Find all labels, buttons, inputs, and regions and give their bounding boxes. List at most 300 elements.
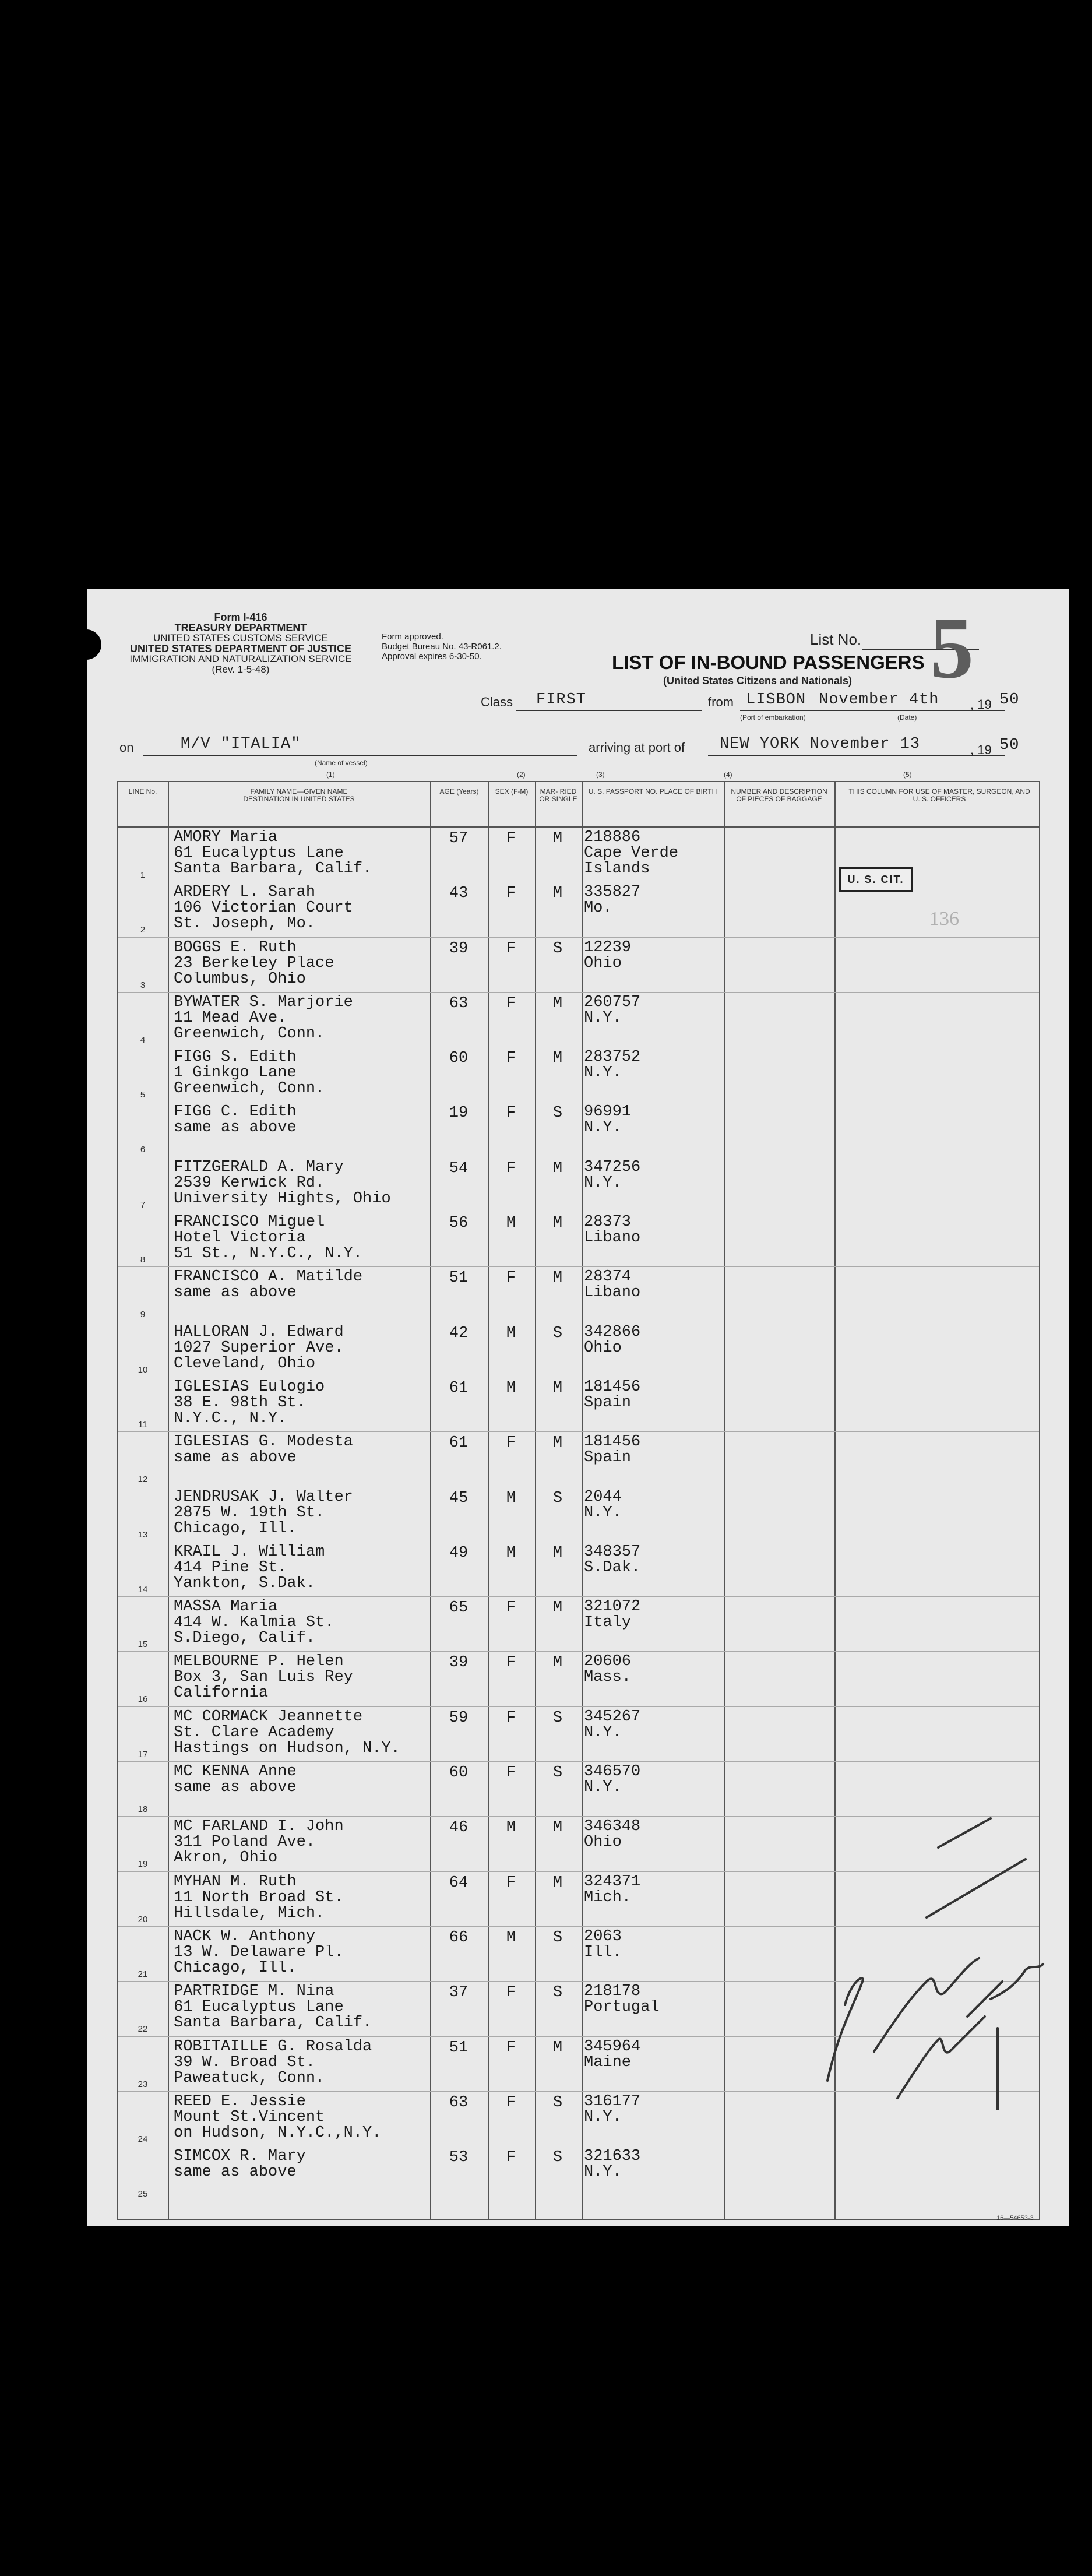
marital-status: S — [552, 2093, 563, 2112]
destination-line: same as above — [174, 2165, 297, 2181]
passport-birthplace — [584, 1380, 724, 1411]
passenger-age: 39 — [449, 1654, 468, 1672]
destination-line: Paweatuck, Conn. — [174, 2070, 325, 2086]
destination-line: Yankton, S.Dak. — [174, 1575, 316, 1592]
justice-department: UNITED STATES DEPARTMENT OF JUSTICE — [129, 643, 351, 654]
passenger-age: 61 — [449, 1379, 468, 1397]
passenger-sex: M — [506, 1215, 516, 1233]
date-caption: (Date) — [897, 713, 917, 722]
passenger-name: ROBITAILLE G. Rosalda — [174, 2039, 372, 2055]
passport-number: 316177 — [584, 2093, 641, 2110]
punch-hole — [52, 1020, 83, 1050]
line-number: 6 — [140, 1145, 146, 1155]
marital-status: M — [552, 1159, 563, 1177]
ins-service: IMMIGRATION AND NATURALIZATION SERVICE — [129, 653, 352, 664]
approval-line: Budget Bureau No. 43-R061.2. — [382, 642, 502, 652]
destination-line: on Hudson, N.Y.C.,N.Y. — [174, 2125, 382, 2141]
destination-line: Cleveland, Ohio — [174, 1356, 316, 1372]
place-of-birth: Maine — [584, 2054, 632, 2071]
arriving-label: arriving at port of — [589, 740, 685, 755]
passenger-name: JENDRUSAK J. Walter — [174, 1489, 353, 1505]
line-number: 12 — [138, 1474, 148, 1485]
passport-birthplace — [584, 830, 724, 877]
destination-line: Hillsdale, Mich. — [174, 1905, 325, 1922]
header-passport — [587, 788, 718, 796]
destination-line: 39 W. Broad St. — [174, 2054, 316, 2071]
passenger-age: 61 — [449, 1434, 468, 1452]
table-row — [118, 2146, 1039, 2201]
passport-number: 345267 — [584, 1709, 641, 1725]
table-row — [118, 938, 1039, 993]
header-married — [538, 788, 578, 803]
vessel-underline — [143, 755, 577, 756]
passenger-name-destination — [174, 1490, 430, 1537]
passenger-age: 59 — [449, 1709, 468, 1727]
header-line-no — [118, 788, 168, 796]
passenger-name-destination — [174, 1929, 430, 1976]
destination-line: 2539 Kerwick Rd. — [174, 1175, 325, 1191]
destination-line: Hotel Victoria — [174, 1230, 306, 1247]
marital-status: S — [552, 1709, 563, 1727]
from-label: from — [708, 695, 734, 709]
passenger-name: MC KENNA Anne — [174, 1764, 297, 1780]
destination-line: Box 3, San Luis Rey — [174, 1670, 353, 1686]
place-of-birth: N.Y. — [584, 2109, 622, 2125]
approval-line: Form approved. — [382, 632, 443, 642]
arrival-port-date: NEW YORK November 13 — [720, 736, 921, 753]
passenger-name: BOGGS E. Ruth — [174, 939, 297, 956]
passport-birthplace — [584, 2094, 724, 2125]
place-of-birth: Ohio — [584, 1340, 622, 1356]
punch-hole — [52, 956, 83, 986]
place-of-birth: N.Y. — [584, 1120, 622, 1136]
class-value: FIRST — [536, 691, 587, 709]
place-of-birth: Mo. — [584, 900, 612, 917]
marital-status: S — [552, 1929, 563, 1947]
approval-note — [382, 632, 502, 661]
line-number: 22 — [138, 2024, 148, 2035]
passenger-name-destination — [174, 830, 430, 877]
col-marker: (1) — [326, 770, 335, 779]
table-row — [118, 1707, 1039, 1762]
place-of-birth: Portugal — [584, 2000, 660, 2016]
line-number: 17 — [138, 1749, 148, 1759]
class-underline — [516, 710, 702, 711]
passenger-name-destination — [174, 1599, 430, 1646]
marital-status: M — [552, 1379, 563, 1397]
passenger-age: 64 — [449, 1874, 468, 1892]
header-text: NUMBER AND DESCRIPTION OF PIECES OF BAGGAGE — [731, 787, 827, 803]
marital-status: S — [552, 1984, 563, 2002]
passenger-name: IGLESIAS G. Modesta — [174, 1434, 353, 1451]
approval-line: Approval expires 6-30-50. — [382, 652, 482, 661]
passenger-name: BYWATER S. Marjorie — [174, 994, 353, 1011]
passenger-sex: F — [506, 1159, 516, 1177]
passport-birthplace — [584, 885, 724, 916]
passenger-name: KRAIL J. William — [174, 1544, 325, 1560]
table-row — [118, 1542, 1039, 1597]
line-number: 7 — [140, 1199, 146, 1210]
place-of-birth: Ohio — [584, 955, 622, 972]
header-name — [174, 788, 424, 803]
from-port: LISBON — [746, 691, 806, 709]
place-of-birth: N.Y. — [584, 1725, 622, 1741]
passenger-name: FRANCISCO Miguel — [174, 1215, 325, 1231]
on-label: on — [119, 740, 134, 755]
passport-birthplace — [584, 1764, 724, 1796]
destination-line: same as above — [174, 1780, 297, 1796]
passenger-age: 57 — [449, 830, 468, 847]
passenger-sex: F — [506, 1104, 516, 1122]
passenger-age: 63 — [449, 2093, 468, 2112]
line-number: 16 — [138, 1694, 148, 1705]
passenger-sex: F — [506, 1269, 516, 1287]
passport-number: 28373 — [584, 1215, 632, 1231]
passenger-age: 49 — [449, 1544, 468, 1562]
destination-line: 414 Pine St. — [174, 1560, 287, 1576]
place-of-birth: Ill. — [584, 1944, 622, 1961]
passenger-name: SIMCOX R. Mary — [174, 2149, 306, 2165]
passport-birthplace — [584, 940, 724, 972]
place-of-birth: Mich. — [584, 1889, 632, 1906]
passenger-age: 37 — [449, 1984, 468, 2002]
passenger-sex: F — [506, 1654, 516, 1672]
header-age — [436, 788, 482, 796]
passenger-name: FIGG C. Edith — [174, 1104, 297, 1121]
passenger-name-destination — [174, 1654, 430, 1701]
inspector-signature — [792, 1807, 1084, 2110]
line-number: 10 — [138, 1364, 148, 1375]
passenger-sex: M — [506, 1379, 516, 1397]
passport-birthplace — [584, 1269, 724, 1301]
col-marker: (2) — [517, 770, 526, 779]
marital-status: M — [552, 1599, 563, 1617]
passenger-name-destination — [174, 1325, 430, 1372]
header-text: DESTINATION IN UNITED STATES — [243, 795, 355, 803]
passenger-age: 42 — [449, 1324, 468, 1342]
line-number: 9 — [140, 1310, 146, 1320]
footer-code: 16—54653-3 — [996, 2215, 1034, 2222]
destination-line: Greenwich, Conn. — [174, 1081, 325, 1097]
destination-line: same as above — [174, 1120, 297, 1136]
passenger-sex: F — [506, 885, 516, 903]
departure-year-prefix: , 19 — [970, 697, 992, 712]
line-number: 5 — [140, 1090, 146, 1100]
passenger-name: ARDERY L. Sarah — [174, 885, 316, 901]
form-header — [115, 612, 366, 675]
passport-number: 96991 — [584, 1104, 632, 1121]
arrival-underline — [708, 755, 1005, 756]
destination-line: 2875 W. 19th St. — [174, 1505, 325, 1521]
passport-birthplace — [584, 1160, 724, 1191]
col-marker: (3) — [596, 770, 605, 779]
marital-status: M — [552, 1269, 563, 1287]
passenger-age: 65 — [449, 1599, 468, 1617]
passenger-name: AMORY Maria — [174, 830, 278, 846]
passenger-sex: F — [506, 1050, 516, 1068]
passenger-name-destination — [174, 1544, 430, 1592]
passenger-name-destination — [174, 1160, 430, 1207]
line-number: 13 — [138, 1529, 148, 1540]
us-citizen-stamp: U. S. CIT. — [839, 867, 913, 892]
passenger-name-destination — [174, 1050, 430, 1097]
place-of-birth: Islands — [584, 861, 650, 877]
passenger-sex: M — [506, 1819, 516, 1837]
passport-birthplace — [584, 1490, 724, 1521]
passenger-name-destination — [174, 1819, 430, 1866]
passport-birthplace — [584, 1104, 724, 1136]
line-number: 4 — [140, 1034, 146, 1045]
passenger-sex: M — [506, 1929, 516, 1947]
passenger-age: 46 — [449, 1819, 468, 1837]
marital-status: S — [552, 1764, 563, 1782]
destination-line: Hastings on Hudson, N.Y. — [174, 1740, 400, 1757]
passenger-sex: F — [506, 939, 516, 958]
marital-status: M — [552, 1654, 563, 1672]
place-of-birth: N.Y. — [584, 1065, 622, 1082]
passenger-sex: M — [506, 1324, 516, 1342]
marital-status: S — [552, 939, 563, 958]
marital-status: S — [552, 1104, 563, 1122]
table-row — [118, 1652, 1039, 1706]
passenger-name: MASSA Maria — [174, 1599, 278, 1616]
header-text: LINE No. — [128, 787, 157, 796]
marital-status: M — [552, 1050, 563, 1068]
marital-status: M — [552, 2039, 563, 2057]
passenger-name-destination — [174, 995, 430, 1042]
passport-birthplace — [584, 1599, 724, 1631]
passenger-name: MELBOURNE P. Helen — [174, 1654, 344, 1670]
line-number: 15 — [138, 1639, 148, 1650]
vessel-name: M/V "ITALIA" — [181, 736, 301, 753]
passport-number: 283752 — [584, 1050, 641, 1066]
line-number: 25 — [138, 2189, 148, 2200]
passenger-name-destination — [174, 2094, 430, 2141]
marital-status: M — [552, 1874, 563, 1892]
destination-line: 61 Eucalyptus Lane — [174, 846, 344, 861]
passenger-sex: F — [506, 1709, 516, 1727]
destination-line: Chicago, Ill. — [174, 1960, 297, 1976]
destination-line: University Hights, Ohio — [174, 1191, 391, 1207]
passport-number: 260757 — [584, 994, 641, 1011]
place-of-birth: Libano — [584, 1230, 641, 1247]
punch-hole — [52, 2254, 83, 2285]
destination-line: 23 Berkeley Place — [174, 955, 334, 972]
line-number: 14 — [138, 1584, 148, 1595]
passport-birthplace — [584, 1819, 724, 1850]
passport-number: 335827 — [584, 885, 641, 901]
form-revision: (Rev. 1-5-48) — [212, 664, 270, 675]
table-row — [118, 1157, 1039, 1212]
line-number: 24 — [138, 2134, 148, 2144]
customs-service: UNITED STATES CUSTOMS SERVICE — [153, 632, 329, 643]
passenger-sex: F — [506, 830, 516, 847]
place-of-birth: Italy — [584, 1615, 632, 1631]
passenger-sex: F — [506, 1764, 516, 1782]
passport-number: 345964 — [584, 2039, 641, 2055]
col-marker: (4) — [724, 770, 732, 779]
passenger-age: 51 — [449, 2039, 468, 2057]
destination-line: St. Clare Academy — [174, 1725, 334, 1741]
destination-line: California — [174, 1685, 269, 1702]
passenger-name-destination — [174, 1434, 430, 1466]
line-number: 20 — [138, 1914, 148, 1924]
passenger-name-destination — [174, 1709, 430, 1757]
table-row — [118, 1102, 1039, 1157]
destination-line: 11 North Broad St. — [174, 1889, 344, 1906]
passenger-name: HALLORAN J. Edward — [174, 1324, 344, 1340]
destination-line: 13 W. Delaware Pl. — [174, 1944, 344, 1961]
destination-line: St. Joseph, Mo. — [174, 916, 316, 932]
arrival-year-prefix: , 19 — [970, 742, 992, 757]
table-row — [118, 1377, 1039, 1432]
place-of-birth: N.Y. — [584, 1010, 622, 1026]
page-mark: 136 — [929, 908, 959, 930]
passenger-name-destination — [174, 1269, 430, 1301]
line-number: 1 — [140, 870, 146, 880]
marital-status: M — [552, 830, 563, 847]
passport-birthplace — [584, 1984, 724, 2015]
passenger-sex: F — [506, 1599, 516, 1617]
passport-number: 28374 — [584, 1269, 632, 1286]
passport-birthplace — [584, 1434, 724, 1466]
passenger-age: 45 — [449, 1489, 468, 1507]
header-text: THIS COLUMN FOR USE OF MASTER, SURGEON, AND U. S. OFFICERS — [848, 787, 1030, 803]
destination-line: 38 E. 98th St. — [174, 1395, 306, 1411]
destination-line: Mount St.Vincent — [174, 2109, 325, 2125]
passport-birthplace — [584, 2149, 724, 2180]
manifest-sheet — [87, 589, 1069, 2226]
line-number: 3 — [140, 980, 146, 990]
destination-line: 106 Victorian Court — [174, 900, 353, 917]
table-row — [118, 993, 1039, 1047]
destination-line: Santa Barbara, Calif. — [174, 861, 372, 877]
passenger-name: MC CORMACK Jeannette — [174, 1709, 363, 1725]
passenger-name-destination — [174, 1104, 430, 1136]
line-number: 18 — [138, 1804, 148, 1815]
header-text: FAMILY NAME—GIVEN NAME — [250, 787, 348, 796]
place-of-birth: Mass. — [584, 1670, 632, 1686]
passport-number: 346570 — [584, 1764, 641, 1780]
passenger-age: 60 — [449, 1764, 468, 1782]
destination-line: Columbus, Ohio — [174, 971, 306, 987]
passenger-age: 53 — [449, 2149, 468, 2167]
destination-line: Chicago, Ill. — [174, 1521, 297, 1537]
punch-hole — [71, 629, 101, 660]
destination-line: same as above — [174, 1285, 297, 1301]
passenger-age: 54 — [449, 1159, 468, 1177]
passenger-sex: F — [506, 1434, 516, 1452]
passport-birthplace — [584, 995, 724, 1026]
place-of-birth: Ohio — [584, 1835, 622, 1851]
passenger-name: FRANCISCO A. Matilde — [174, 1269, 363, 1286]
line-number: 2 — [140, 925, 146, 935]
destination-line: 1 Ginkgo Lane — [174, 1065, 297, 1082]
punch-hole — [52, 1089, 83, 1119]
passport-number: 218886 — [584, 830, 641, 846]
passenger-name-destination — [174, 940, 430, 987]
marital-status: M — [552, 994, 563, 1012]
line-number: 21 — [138, 1969, 148, 1979]
destination-line: same as above — [174, 1450, 297, 1466]
from-underline — [740, 710, 1005, 711]
destination-line: S.Diego, Calif. — [174, 1631, 316, 1647]
line-number: 23 — [138, 2079, 148, 2089]
passport-number: 2044 — [584, 1489, 622, 1505]
table-row — [118, 1212, 1039, 1267]
passenger-age: 66 — [449, 1929, 468, 1947]
passport-number: 348357 — [584, 1544, 641, 1560]
passenger-name: FITZGERALD A. Mary — [174, 1159, 344, 1176]
line-number: 11 — [138, 1419, 147, 1430]
passenger-name: PARTRIDGE M. Nina — [174, 1984, 334, 2000]
punch-hole — [52, 1416, 83, 1447]
table-row — [118, 1487, 1039, 1542]
place-of-birth: Libano — [584, 1285, 641, 1301]
passport-birthplace — [584, 1929, 724, 1961]
passenger-name-destination — [174, 2149, 430, 2180]
destination-line: Santa Barbara, Calif. — [174, 2015, 372, 2032]
class-label: Class — [481, 695, 513, 709]
passenger-sex: M — [506, 1489, 516, 1507]
destination-line: N.Y.C., N.Y. — [174, 1410, 287, 1427]
passenger-age: 63 — [449, 994, 468, 1012]
passenger-age: 19 — [449, 1104, 468, 1122]
passenger-name: REED E. Jessie — [174, 2093, 306, 2110]
line-number: 8 — [140, 1255, 146, 1265]
header-baggage — [730, 788, 829, 803]
passenger-name-destination — [174, 1380, 430, 1427]
header-text: MAR- RIED OR SINGLE — [539, 787, 577, 803]
passport-number: 324371 — [584, 1874, 641, 1890]
passenger-age: 60 — [449, 1050, 468, 1068]
destination-line: 1027 Superior Ave. — [174, 1340, 344, 1356]
table-row — [118, 1597, 1039, 1652]
passport-number: 12239 — [584, 939, 632, 956]
passenger-name: FIGG S. Edith — [174, 1050, 297, 1066]
destination-line: 51 St., N.Y.C., N.Y. — [174, 1246, 363, 1262]
passenger-name: NACK W. Anthony — [174, 1929, 316, 1945]
department: TREASURY DEPARTMENT — [174, 622, 307, 634]
passenger-name: MC FARLAND I. John — [174, 1819, 344, 1835]
place-of-birth: N.Y. — [584, 1175, 622, 1191]
passenger-age: 56 — [449, 1215, 468, 1233]
form-title: LIST OF IN-BOUND PASSENGERS — [612, 652, 925, 673]
header-text: SEX (F-M) — [495, 787, 529, 796]
table-row — [118, 1047, 1039, 1102]
passport-number: 346348 — [584, 1819, 641, 1835]
passenger-name-destination — [174, 885, 430, 932]
marital-status: M — [552, 1215, 563, 1233]
punch-hole — [52, 1480, 83, 1511]
header-text: AGE (Years) — [439, 787, 479, 796]
header-sex — [494, 788, 529, 796]
passport-birthplace — [584, 1215, 724, 1246]
punch-hole — [52, 1352, 83, 1382]
passport-number: 347256 — [584, 1159, 641, 1176]
place-of-birth: N.Y. — [584, 1780, 622, 1796]
passport-birthplace — [584, 2039, 724, 2071]
place-of-birth: Cape Verde — [584, 846, 679, 861]
marital-status: M — [552, 1434, 563, 1452]
list-no-label: List No. — [810, 631, 862, 648]
passenger-name: IGLESIAS Eulogio — [174, 1379, 325, 1395]
table-row — [118, 1322, 1039, 1377]
passenger-sex: F — [506, 1984, 516, 2002]
passport-birthplace — [584, 1050, 724, 1081]
passenger-sex: F — [506, 2149, 516, 2167]
place-of-birth: Spain — [584, 1395, 632, 1411]
